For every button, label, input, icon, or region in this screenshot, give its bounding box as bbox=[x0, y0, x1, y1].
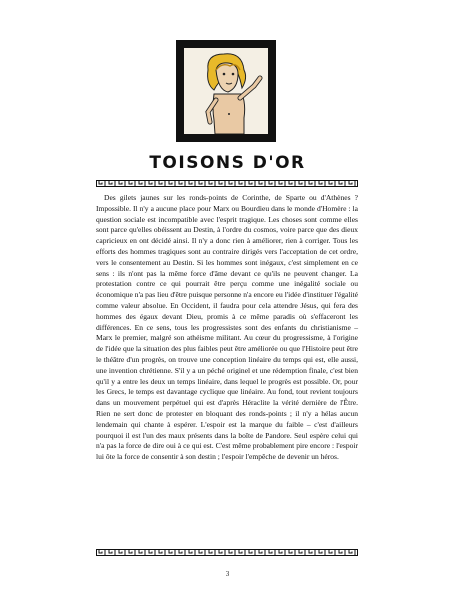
greek-key-border-bottom-icon bbox=[96, 549, 358, 556]
article-body: Des gilets jaunes sur les ronds-points de Corinthe, de Sparte ou d'Athènes ? Impossible. Il n'y a aucune place pour Marx ou Bourdieu dans le monde d'Homère : la question sociale est incompatible avec l'esprit tragique. Les choses sont comme elles sont parce qu'elles obéissent au Destin, à l'ordre du cosmos, voire parce que des dieux capricieux en ont décidé ainsi. Il n'y a donc rien à améliorer, rien à corriger. Tous les efforts des hommes tragiques sont au contraire dirigés vers l'acceptation de cet ordre, vers le consentement au Destin. Si les hommes sont inégaux, c'est simplement en ce sens : ils n'ont pas la même force d'âme devant ce qu'ils ne peuvent changer. La protestation contre ce qui pourrait être perçu comme une inégalité sociale ou économique n'a pas lieu d'être puisque personne n'a encore eu l'idée d'instituer l'égalité comme valeur absolue. En Occident, il faudra pour cela attendre Jésus, qui fera des hommes des égaux devant Dieu, promis à ce même paradis où s'effaceront les différences. En ce sens, tous les progressistes sont des enfants du christianisme – Marx le premier, malgré son athéisme militant. Au cœur du progressisme, à l'origine de l'idée que la situation des plus faibles peut être améliorée ou que l'Histoire peut être le théâtre d'un progrès, on trouve une conception linéaire du temps qui est, elle aussi, une invention chrétienne. S'il y a un péché originel et une rédemption finale, c'est bien qu'il y a entre les deux un temps linéaire, dans lequel le progrès est possible. Or, pour les Grecs, le temps est davantage cyclique que linéaire. Au fond, tout revient toujours dans un mouvement perpétuel qui est d'après Héraclite la vérité dernière de l'Être. Rien ne sert donc de protester en bloquant des ronds-points ; il n'y a hélas aucun lendemain qui chante à espérer. L'espoir est la marque du faible – c'est d'ailleurs pourquoi il est l'un des maux présents dans la boîte de Pandore. Seul espère celui qui n'a pas la force de dire oui à ce qui est. C'est même probablement pire encore : l'espoir lui ôte la force de consentir à son destin ; l'espoir l'empêche de devenir un héros. bbox=[96, 193, 358, 462]
illustration-frame bbox=[176, 40, 276, 142]
page-number: 3 bbox=[225, 570, 230, 578]
figure-with-golden-hair-illustration-icon bbox=[184, 48, 268, 134]
page-title: TOISONS D'OR bbox=[149, 153, 306, 173]
greek-key-border-top-icon bbox=[96, 180, 358, 187]
